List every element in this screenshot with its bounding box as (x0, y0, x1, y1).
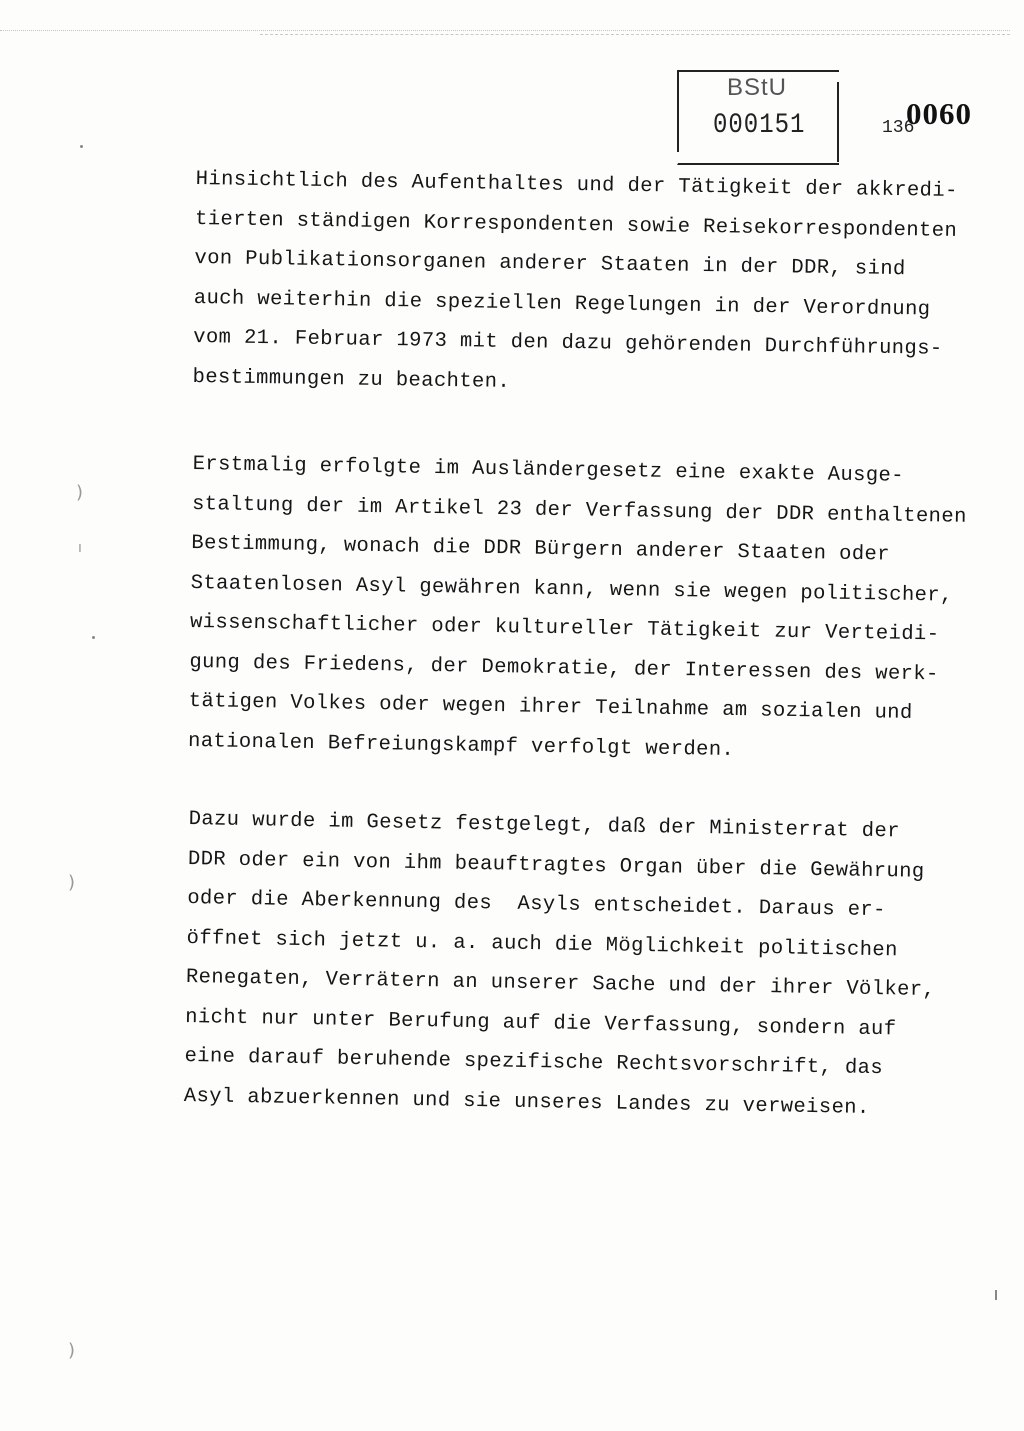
text-line: Dazu wurde im Gesetz festgelegt, daß der Ministerrat der (188, 807, 901, 844)
punch-hole-mark: ı (78, 540, 82, 556)
scan-border-artifact (0, 30, 1010, 41)
text-line: nationalen Befreiungskampf verfolgt werden. (187, 729, 735, 762)
archive-stamp (677, 70, 835, 162)
text-line: DDR oder ein von ihm beauftragtes Organ über die Gewährung (187, 847, 925, 884)
text-line: Renegaten, Verrätern an unserer Sache und der ihrer Völker, (185, 965, 936, 1003)
scan-speck (80, 145, 83, 148)
scan-speck (995, 1290, 997, 1300)
paragraph-asylum-provision (188, 445, 968, 774)
page-number-stamped: 0060 (906, 96, 972, 131)
scan-border-artifact-2 (260, 34, 1010, 35)
text-line: wissenschaftlicher oder kultureller Tätigkeit zur Verteidi- (189, 610, 940, 647)
punch-hole-mark: ) (76, 482, 84, 503)
stamp-frame-left (677, 70, 679, 152)
text-line: tätigen Volkes oder wegen ihrer Teilnahme am sozialen und (188, 689, 913, 725)
scan-speck (92, 636, 95, 639)
text-line: Hinsichtlich des Aufenthaltes und der Tätigkeit der akkredi- (195, 167, 958, 203)
stamp-frame-top (679, 70, 839, 72)
punch-hole-mark: ) (68, 1340, 76, 1361)
text-line: öffnet sich jetzt u. a. auch die Möglichkeit politischen (186, 926, 898, 962)
stamp-label: BStU (727, 74, 788, 101)
text-line: eine darauf beruhende spezifische Rechtsvorschrift, das (184, 1044, 884, 1081)
text-line: von Publikationsorganen anderer Staaten in der DDR, sind (194, 246, 906, 282)
stamp-number: 000151 (713, 109, 806, 142)
text-line: oder die Aberkennung des Asyls entscheidet. Daraus er- (187, 886, 887, 923)
paragraph-correspondents (192, 160, 958, 409)
text-line: vom 21. Februar 1973 mit den dazu gehörenden Durchführungs- (193, 325, 943, 361)
text-line: Asyl abzuerkennen und sie unseres Landes zu verweisen. (183, 1084, 870, 1120)
page-number-typed: 136 (882, 118, 915, 138)
text-line: gung des Friedens, der Demokratie, der Interessen des werk- (189, 650, 939, 686)
text-line: staltung der im Artikel 23 der Verfassung der DDR enthaltenen (191, 492, 967, 529)
punch-hole-mark: ) (68, 872, 76, 893)
text-line: bestimmungen zu beachten. (192, 365, 511, 394)
text-line: Bestimmung, wonach die DDR Bürgern anderer Staaten oder (191, 531, 891, 567)
paragraph-asylum-decision (183, 800, 938, 1129)
text-line: auch weiterhin die speziellen Regelungen in der Verordnung (193, 286, 931, 322)
stamp-frame-right (837, 82, 839, 162)
text-line: nicht nur unter Berufung auf die Verfassung, sondern auf (185, 1005, 897, 1041)
stamp-frame-bottom (711, 163, 839, 165)
text-line: tierten ständigen Korrespondenten sowie Reisekorrespondenten (194, 207, 958, 243)
text-line: Staatenlosen Asyl gewähren kann, wenn sie wegen politischer, (190, 571, 953, 608)
text-line: Erstmalig erfolgte im Ausländergesetz eine exakte Ausge- (192, 452, 905, 488)
